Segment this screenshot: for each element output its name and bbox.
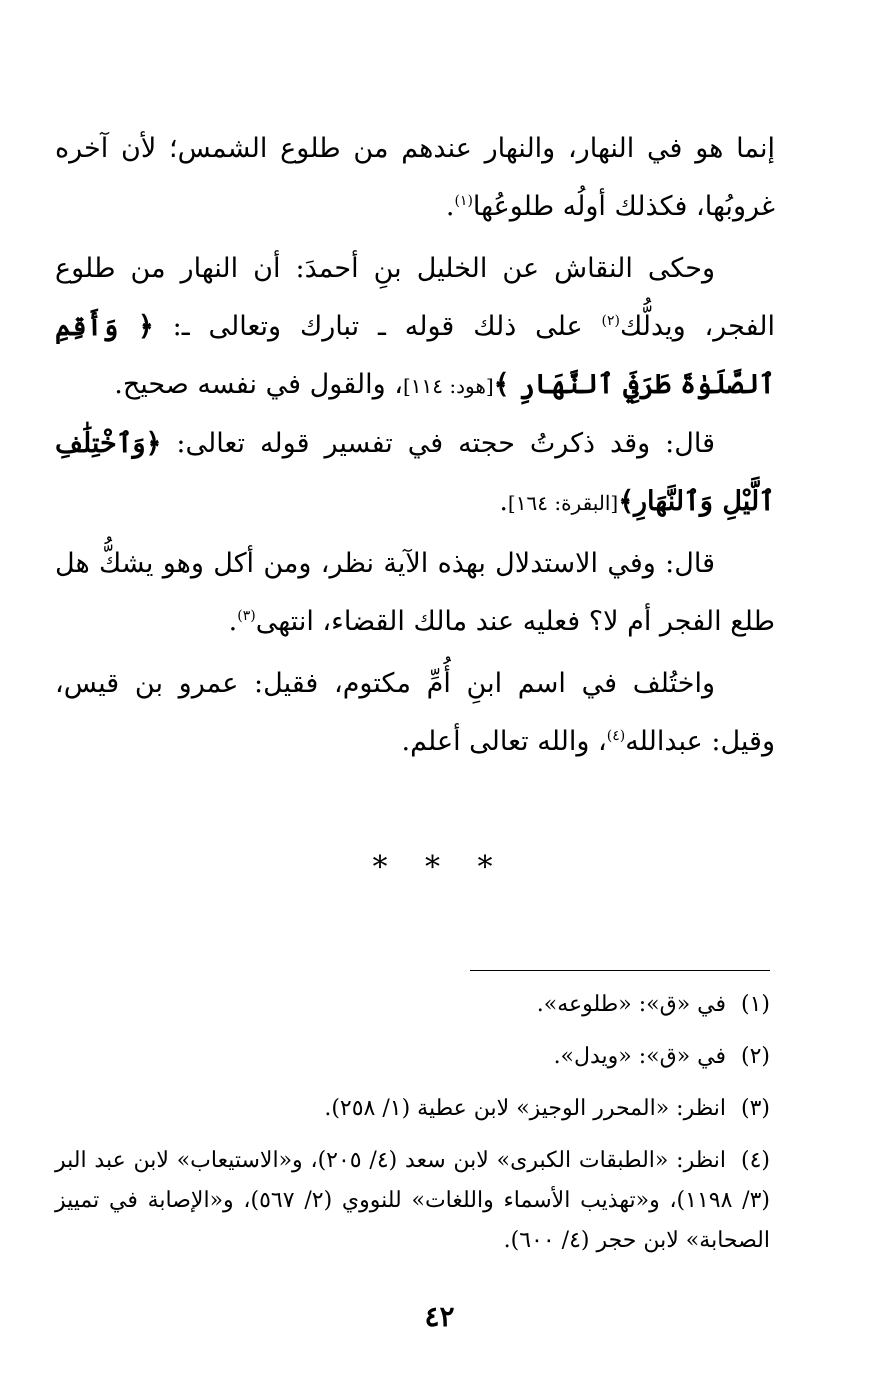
paragraph-1 — [55, 120, 775, 236]
footnote-ref-1[interactable]: (١) — [454, 193, 473, 209]
paragraph-5 — [55, 655, 775, 771]
paragraph-4-text-a: قال: وفي الاستدلال بهذه الآية نظر، ومن أكل وهو يشكُّ هل طلع الفجر أم لا؟ فعليه عند مالك القضاء، انتهى — [55, 548, 775, 637]
footnote-divider — [470, 970, 770, 971]
paragraph-3-text-a: قال: وقد ذكرتُ حجته في تفسير قوله تعالى: — [161, 428, 715, 459]
verse-reference-baqara: [البقرة: ١٦٤] — [507, 491, 619, 515]
paragraph-3-text-b: . — [499, 486, 508, 517]
footnote-text: انظر: «المحرر الوجيز» لابن عطية (١/ ٢٥٨). — [324, 1096, 726, 1121]
verse-reference-hud: [هود: ١١٤] — [402, 374, 494, 398]
footnote-4 — [55, 1141, 770, 1261]
footnote-number: (٢) — [740, 1044, 770, 1069]
quran-verse-hud: ﴿ وَأَقِمِ ٱلصَّلَوٰةَ طَرَفَيِ ٱلنَّهَارِ ﴾ — [55, 311, 775, 400]
paragraph-2-text-a: وحكى النقاش عن الخليل بنِ أحمدَ: أن النهار من طلوع الفجر، ويدلُّك — [55, 253, 775, 342]
paragraph-5-text-b: ، والله تعالى أعلم. — [401, 726, 607, 757]
paragraph-1-end: . — [445, 191, 455, 222]
footnote-3 — [55, 1089, 770, 1129]
footnote-1 — [55, 985, 770, 1025]
paragraph-5-text-a: واختُلف في اسم ابنِ أُمِّ مكتوم، فقيل: عمرو بن قيس، وقيل: عبدالله — [55, 668, 775, 757]
paragraph-4 — [55, 535, 775, 651]
footnote-number: (١) — [740, 992, 770, 1017]
footnote-2 — [55, 1037, 770, 1077]
paragraph-4-text-b: . — [228, 606, 238, 637]
footnote-text: في «ق»: «ويدل». — [553, 1044, 726, 1069]
section-separator: * * * — [372, 850, 507, 885]
page-number: ٤٢ — [424, 1300, 455, 1333]
paragraph-2-text-c: ، والقول في نفسه صحيح. — [114, 369, 403, 400]
paragraph-2-text-b: على ذلك قوله ـ تبارك وتعالى ـ: — [153, 311, 602, 342]
paragraph-3 — [55, 415, 775, 532]
footnote-ref-3[interactable]: (٣) — [237, 608, 256, 624]
footnote-number: (٣) — [740, 1096, 770, 1121]
footnotes-list — [55, 985, 770, 1273]
footnote-number: (٤) — [741, 1148, 771, 1173]
paragraph-2 — [55, 240, 775, 415]
paragraph-1-text: إنما هو في النهار، والنهار عندهم من طلوع الشمس؛ لأن آخره غروبُها، فكذلك أولُه طلوعُها — [55, 133, 775, 222]
quran-verse-baqara: ﴿وَٱخْتِلَٰفِ ٱلَّيْلِ وَٱلنَّهَارِ﴾ — [55, 428, 775, 517]
footnote-text: انظر: «الطبقات الكبرى» لابن سعد (٤/ ٢٠٥)، و«الاستيعاب» لابن عبد البر (٣/ ١١٩٨)، و«تهذيب الأسماء واللغات» للنووي (٢/ ٥٦٧)، و«الإصابة في تمييز الصحابة» لابن حجر (٤/ ٦٠٠). — [55, 1148, 770, 1253]
footnote-ref-2[interactable]: (٢) — [601, 313, 620, 329]
footnote-ref-4[interactable]: (٤) — [606, 728, 626, 744]
footnote-text: في «ق»: «طلوعه». — [536, 992, 726, 1017]
